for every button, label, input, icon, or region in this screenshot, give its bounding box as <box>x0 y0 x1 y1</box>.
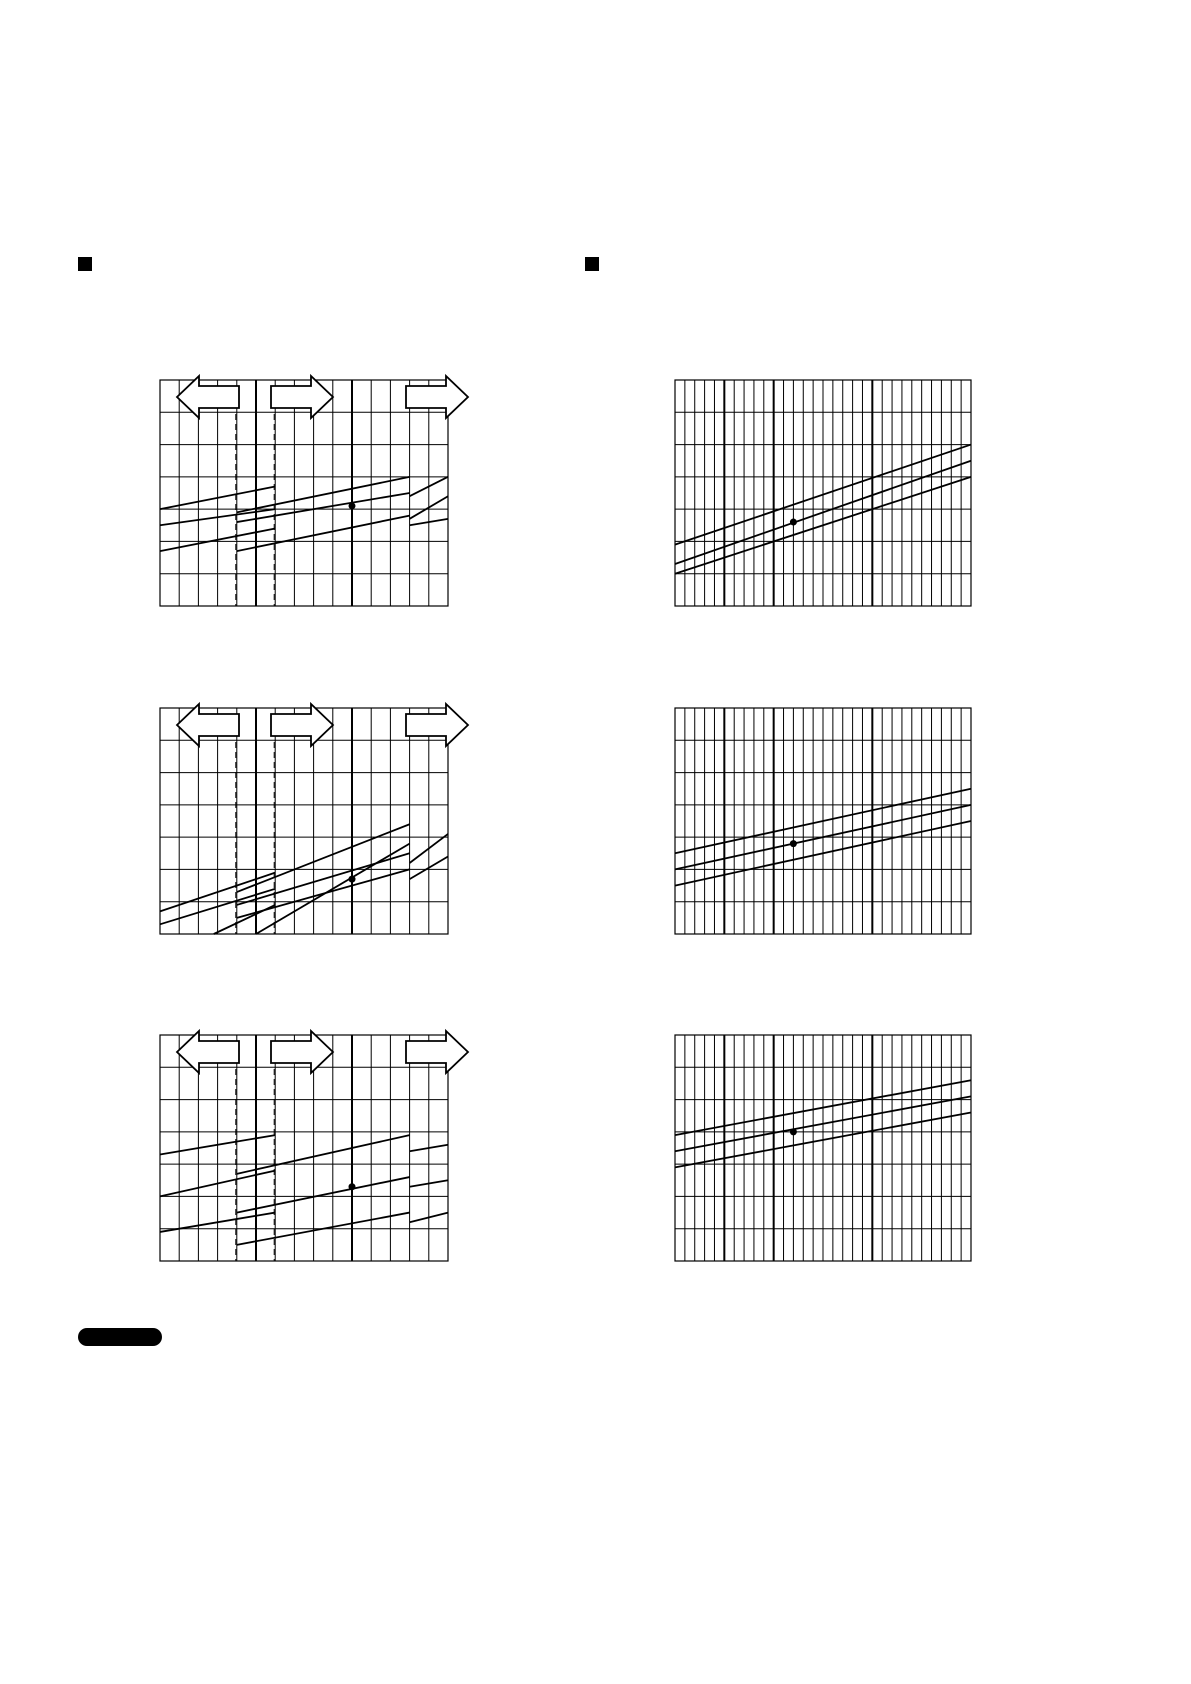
data-point <box>349 1183 356 1190</box>
data-point <box>349 876 356 883</box>
right-arrow-icon <box>271 376 333 418</box>
left-arrow-icon <box>177 704 239 746</box>
chart-right-3 <box>675 1035 971 1261</box>
right-arrow-icon <box>271 1031 333 1073</box>
right-arrow-icon <box>406 376 468 418</box>
pill-note-icon <box>78 1328 162 1346</box>
data-point <box>349 502 356 509</box>
left-arrow-icon <box>177 376 239 418</box>
right-arrow-icon <box>271 704 333 746</box>
series-line-3 <box>237 516 410 552</box>
left-arrow-icon <box>177 1031 239 1073</box>
right-arrow-icon <box>406 704 468 746</box>
data-point <box>790 519 797 526</box>
data-point <box>790 840 797 847</box>
data-point <box>790 1128 797 1135</box>
series-line-1 <box>237 1135 410 1174</box>
plot-frame <box>160 708 448 934</box>
series-line-2 <box>237 1177 410 1213</box>
chart-right-2 <box>675 708 971 934</box>
chart-left-3 <box>160 1031 468 1261</box>
right-arrow-icon <box>406 1031 468 1073</box>
series-line-2 <box>237 853 410 905</box>
chart-left-1 <box>160 376 468 606</box>
chart-right-1 <box>675 380 971 606</box>
chart-left-2 <box>160 704 468 934</box>
